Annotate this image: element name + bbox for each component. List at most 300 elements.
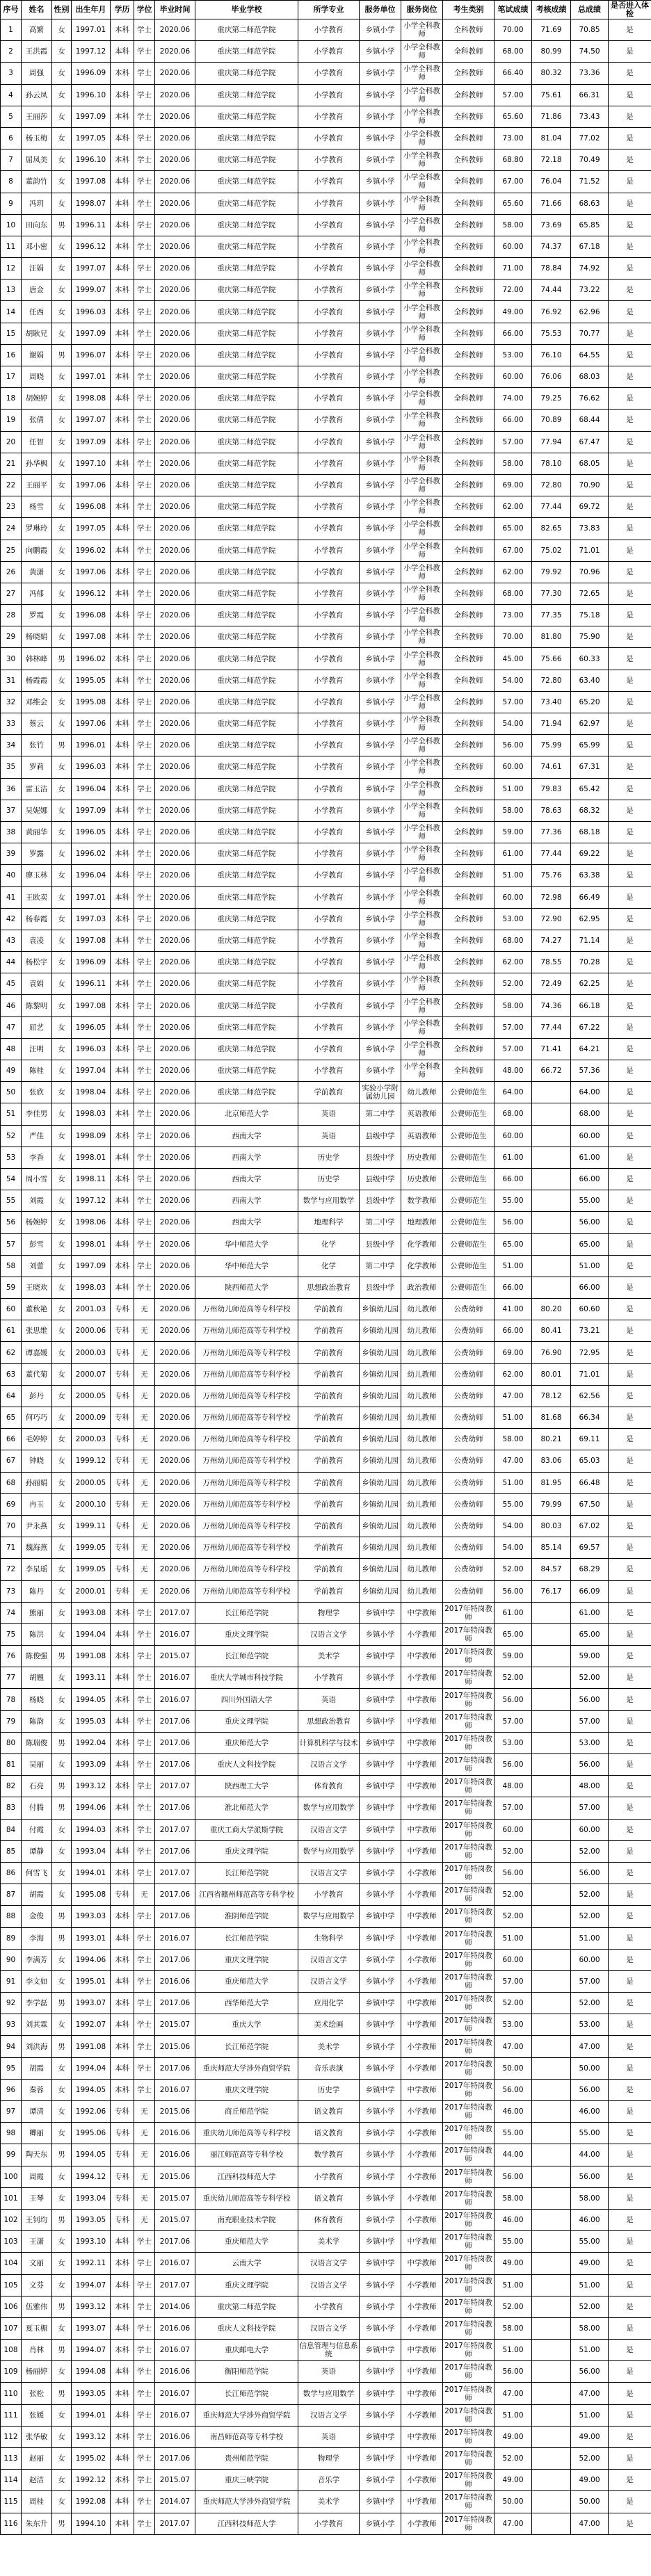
table-cell: 是 xyxy=(609,670,651,691)
table-cell: 4 xyxy=(1,84,22,106)
table-cell: 学士 xyxy=(134,2036,155,2057)
table-cell: 女 xyxy=(52,236,72,257)
table-cell: 52.00 xyxy=(571,1840,609,1862)
table-cell: 周桂 xyxy=(22,2491,52,2513)
table-cell: 女 xyxy=(52,2014,72,2036)
table-cell: 是 xyxy=(609,2123,651,2144)
table-cell: 乡镇中学 xyxy=(360,1602,401,1623)
table-row xyxy=(1,2187,651,2209)
table-cell: 2020.06 xyxy=(155,756,195,778)
table-cell: 重庆第二师范学院 xyxy=(195,193,298,214)
table-cell: 74.92 xyxy=(571,258,609,280)
table-row xyxy=(1,388,651,410)
table-row xyxy=(1,886,651,908)
table-cell: 陶天东 xyxy=(22,2144,52,2166)
table-cell: 是 xyxy=(609,930,651,951)
table-cell: 是 xyxy=(609,843,651,865)
table-cell: 乡镇小学 xyxy=(360,843,401,865)
table-cell: 是 xyxy=(609,1450,651,1472)
table-cell: 学前教育 xyxy=(298,1385,360,1407)
table-cell: 小学全科教师 xyxy=(401,605,443,626)
table-cell: 本科 xyxy=(111,214,134,236)
table-cell: 1996.08 xyxy=(72,496,111,518)
table-cell xyxy=(532,1819,571,1840)
table-cell: 女 xyxy=(52,1385,72,1407)
table-cell: 1997.06 xyxy=(72,474,111,496)
table-cell: 2020.06 xyxy=(155,214,195,236)
table-cell xyxy=(532,1623,571,1645)
table-cell: 是 xyxy=(609,2404,651,2426)
table-cell: 男 xyxy=(52,648,72,670)
table-cell: 18 xyxy=(1,388,22,410)
table-cell: 19 xyxy=(1,410,22,431)
table-cell: 乡镇幼儿园 xyxy=(360,1299,401,1320)
table-cell: 学士 xyxy=(134,1949,155,1970)
table-cell: 万州幼儿师范高等专科学校 xyxy=(195,1493,298,1515)
table-cell: 美术学 xyxy=(298,2491,360,2513)
table-cell: 小学全科教师 xyxy=(401,821,443,843)
table-cell: 是 xyxy=(609,605,651,626)
table-cell: 小学全科教师 xyxy=(401,648,443,670)
table-cell: 公费幼师 xyxy=(443,1450,495,1472)
table-cell: 65.85 xyxy=(571,214,609,236)
table-cell: 杨松宇 xyxy=(22,952,52,973)
table-cell: 小学教育 xyxy=(298,952,360,973)
table-row xyxy=(1,1342,651,1363)
table-cell: 罗霞 xyxy=(22,605,52,626)
table-cell: 学士 xyxy=(134,2057,155,2079)
table-cell xyxy=(532,2404,571,2426)
table-cell: 小学教育 xyxy=(298,583,360,604)
table-cell: 是 xyxy=(609,540,651,561)
table-cell: 14 xyxy=(1,301,22,323)
table-cell: 68.05 xyxy=(571,453,609,474)
table-cell: 小学教育 xyxy=(298,540,360,561)
table-row xyxy=(1,474,651,496)
table-cell: 23 xyxy=(1,496,22,518)
table-row xyxy=(1,1862,651,1884)
table-cell: 本科 xyxy=(111,1970,134,1992)
table-cell: 女 xyxy=(52,1342,72,1363)
table-cell: 是 xyxy=(609,1689,651,1710)
table-cell: 重庆第二师范学院 xyxy=(195,84,298,106)
table-cell: 董韵竹 xyxy=(22,171,52,193)
table-cell: 是 xyxy=(609,1862,651,1884)
table-cell: 2020.06 xyxy=(155,1385,195,1407)
table-cell: 54.00 xyxy=(495,1515,532,1537)
table-cell: 2017年特岗教师 xyxy=(443,2383,495,2404)
table-row xyxy=(1,496,651,518)
table-cell: 2020.06 xyxy=(155,474,195,496)
table-cell: 陈黎明 xyxy=(22,995,52,1016)
table-cell: 是 xyxy=(609,366,651,388)
table-cell: 是 xyxy=(609,2426,651,2447)
table-cell: 81.04 xyxy=(532,127,571,149)
table-row xyxy=(1,1927,651,1949)
table-cell: 2020.06 xyxy=(155,1125,195,1147)
table-cell: 小学教师 xyxy=(401,2404,443,2426)
table-cell: 72.00 xyxy=(495,280,532,301)
table-cell: 77.44 xyxy=(532,496,571,518)
table-cell: 学士 xyxy=(134,149,155,171)
table-cell: 女 xyxy=(52,1407,72,1429)
table-cell: 62.96 xyxy=(571,301,609,323)
table-cell: 伍雅伟 xyxy=(22,2296,52,2317)
table-cell: 57.00 xyxy=(495,1016,532,1038)
table-cell: 66.00 xyxy=(571,1277,609,1298)
table-row xyxy=(1,344,651,366)
table-cell: 92 xyxy=(1,1993,22,2014)
table-cell: 本科 xyxy=(111,908,134,930)
table-cell: 74 xyxy=(1,1602,22,1623)
table-row xyxy=(1,713,651,735)
table-cell: 70.28 xyxy=(571,952,609,973)
table-cell: 本科 xyxy=(111,280,134,301)
table-cell: 56.00 xyxy=(495,735,532,756)
table-cell: 是 xyxy=(609,2144,651,2166)
table-cell: 商丘师范学院 xyxy=(195,2101,298,2123)
table-body xyxy=(1,19,651,2535)
table-cell: 张华敏 xyxy=(22,2426,52,2447)
table-cell: 2020.06 xyxy=(155,778,195,800)
table-cell: 57.00 xyxy=(495,1710,532,1732)
table-cell: 女 xyxy=(52,1840,72,1862)
table-cell: 是 xyxy=(609,214,651,236)
table-cell: 是 xyxy=(609,301,651,323)
table-cell: 全科教师 xyxy=(443,106,495,127)
table-cell: 50.00 xyxy=(571,2491,609,2513)
table-cell: 重庆幼儿师范高等专科学校 xyxy=(195,2187,298,2209)
table-cell: 全科教师 xyxy=(443,540,495,561)
table-cell: 万州幼儿师范高等专科学校 xyxy=(195,1299,298,1320)
table-cell: 本科 xyxy=(111,1646,134,1667)
table-cell: 2017年特岗教师 xyxy=(443,1884,495,1906)
table-row xyxy=(1,2144,651,2166)
table-cell: 周晓 xyxy=(22,366,52,388)
table-cell xyxy=(532,1667,571,1689)
table-cell: 公费幼师 xyxy=(443,1580,495,1602)
table-cell: 任智 xyxy=(22,431,52,453)
table-cell: 1996.10 xyxy=(72,84,111,106)
table-cell: 本科 xyxy=(111,344,134,366)
table-cell: 90 xyxy=(1,1949,22,1970)
table-cell: 学士 xyxy=(134,1776,155,1797)
table-cell: 66.00 xyxy=(571,1168,609,1190)
table-cell: 学士 xyxy=(134,2491,155,2513)
table-cell: 乡镇中学 xyxy=(360,1840,401,1862)
table-cell: 68.63 xyxy=(571,193,609,214)
table-cell: 75.02 xyxy=(532,540,571,561)
table-cell: 重庆第二师范学院 xyxy=(195,908,298,930)
table-cell: 江西科技师范大学 xyxy=(195,2166,298,2187)
table-cell: 专科 xyxy=(111,1429,134,1450)
table-cell: 本科 xyxy=(111,1082,134,1103)
table-cell: 邓维会 xyxy=(22,691,52,713)
table-cell: 女 xyxy=(52,2166,72,2187)
table-cell: 44.00 xyxy=(495,2144,532,2166)
table-cell: 计算机科学与技术 xyxy=(298,1732,360,1753)
table-cell: 幼儿教师 xyxy=(401,1385,443,1407)
table-row xyxy=(1,2101,651,2123)
table-cell: 小学教师 xyxy=(401,2513,443,2534)
table-cell: 万州幼儿师范高等专科学校 xyxy=(195,1450,298,1472)
table-cell: 56.00 xyxy=(495,1580,532,1602)
table-cell: 2017年特岗教师 xyxy=(443,1927,495,1949)
table-cell: 思想政治教育 xyxy=(298,1277,360,1298)
table-cell: 本科 xyxy=(111,1819,134,1840)
table-row xyxy=(1,995,651,1016)
table-cell: 2016.07 xyxy=(155,2253,195,2274)
table-cell: 2020.06 xyxy=(155,583,195,604)
table-cell: 乡镇中学 xyxy=(360,2426,401,2447)
table-cell: 2016.07 xyxy=(155,1689,195,1710)
table-cell: 女 xyxy=(52,778,72,800)
table-cell: 30 xyxy=(1,648,22,670)
table-cell: 乡镇小学 xyxy=(360,1623,401,1645)
table-cell: 35 xyxy=(1,756,22,778)
table-cell: 全科教师 xyxy=(443,280,495,301)
table-cell: 1997.06 xyxy=(72,713,111,735)
table-cell: 2016.07 xyxy=(155,1667,195,1689)
table-cell: 是 xyxy=(609,756,651,778)
table-cell: 县级中学 xyxy=(360,1277,401,1298)
table-cell: 80.21 xyxy=(532,1429,571,1450)
table-cell: 1994.03 xyxy=(72,1819,111,1840)
table-row xyxy=(1,1646,651,1667)
table-cell: 本科 xyxy=(111,1797,134,1819)
table-cell: 2017年特岗教师 xyxy=(443,2296,495,2317)
table-cell: 女 xyxy=(52,1363,72,1385)
table-cell: 夏玉楣 xyxy=(22,2317,52,2339)
table-row xyxy=(1,973,651,995)
table-cell: 公费师范生 xyxy=(443,1277,495,1298)
table-cell: 南充职业技术学院 xyxy=(195,2209,298,2230)
table-cell: 学士 xyxy=(134,865,155,886)
table-cell: 女 xyxy=(52,1515,72,1537)
table-cell: 47 xyxy=(1,1016,22,1038)
table-cell: 2000.05 xyxy=(72,1472,111,1493)
table-cell: 体育教育 xyxy=(298,2209,360,2230)
table-cell: 学士 xyxy=(134,236,155,257)
table-row xyxy=(1,1776,651,1797)
table-cell: 重庆第二师范学院 xyxy=(195,236,298,257)
table-cell: 67.47 xyxy=(571,431,609,453)
table-cell: 本科 xyxy=(111,2057,134,2079)
table-cell xyxy=(532,1255,571,1277)
table-cell: 语文教育 xyxy=(298,2101,360,2123)
table-cell: 51.00 xyxy=(495,778,532,800)
table-cell: 2020.06 xyxy=(155,127,195,149)
table-cell: 重庆第二师范学院 xyxy=(195,648,298,670)
table-row xyxy=(1,453,651,474)
table-cell: 重庆第二师范学院 xyxy=(195,63,298,84)
table-cell xyxy=(532,1710,571,1732)
table-cell: 1998.07 xyxy=(72,193,111,214)
table-cell: 公费幼师 xyxy=(443,1559,495,1580)
table-cell: 52.00 xyxy=(495,1840,532,1862)
table-cell: 2020.06 xyxy=(155,1277,195,1298)
table-cell: 78.84 xyxy=(532,258,571,280)
table-cell: 109 xyxy=(1,2361,22,2383)
table-row xyxy=(1,2036,651,2057)
table-cell: 17 xyxy=(1,366,22,388)
table-cell: 小学教育 xyxy=(298,2296,360,2317)
table-cell: 学士 xyxy=(134,496,155,518)
table-cell: 小学教育 xyxy=(298,821,360,843)
table-cell: 小学教育 xyxy=(298,670,360,691)
table-cell: 女 xyxy=(52,410,72,431)
table-cell: 乡镇小学 xyxy=(360,496,401,518)
table-cell: 71.01 xyxy=(571,540,609,561)
table-row xyxy=(1,1537,651,1559)
table-cell: 本科 xyxy=(111,691,134,713)
table-cell: 77.30 xyxy=(532,583,571,604)
table-cell: 学士 xyxy=(134,19,155,41)
table-cell: 是 xyxy=(609,1147,651,1168)
table-cell: 55.00 xyxy=(495,2123,532,2144)
table-cell: 本科 xyxy=(111,1840,134,1862)
table-cell: 61.00 xyxy=(495,1147,532,1168)
table-cell: 全科教师 xyxy=(443,626,495,648)
table-cell: 是 xyxy=(609,1754,651,1776)
table-cell: 小学全科教师 xyxy=(401,63,443,84)
table-cell: 是 xyxy=(609,431,651,453)
table-cell: 无 xyxy=(134,2209,155,2230)
table-cell: 本科 xyxy=(111,41,134,63)
table-cell: 2017.06 xyxy=(155,1906,195,1927)
table-cell xyxy=(532,2144,571,2166)
table-cell: 58.00 xyxy=(495,2187,532,2209)
table-cell: 2016.06 xyxy=(155,2144,195,2166)
table-cell: 是 xyxy=(609,2383,651,2404)
table-row xyxy=(1,800,651,821)
table-row xyxy=(1,2231,651,2253)
table-cell: 34 xyxy=(1,735,22,756)
table-cell xyxy=(532,1906,571,1927)
table-cell: 2017.06 xyxy=(155,1949,195,1970)
table-cell: 2020.06 xyxy=(155,540,195,561)
table-cell: 78.63 xyxy=(532,800,571,821)
table-cell: 乡镇小学 xyxy=(360,388,401,410)
table-cell: 男 xyxy=(52,1906,72,1927)
table-cell: 乡镇中学 xyxy=(360,1819,401,1840)
table-cell: 41 xyxy=(1,886,22,908)
table-cell: 56.00 xyxy=(495,1754,532,1776)
table-cell: 中学教师 xyxy=(401,1754,443,1776)
table-cell: 1994.10 xyxy=(72,2513,111,2534)
table-cell: 学前教育 xyxy=(298,1537,360,1559)
table-cell: 66.72 xyxy=(532,1060,571,1082)
table-cell: 重庆第二师范学院 xyxy=(195,561,298,583)
table-cell: 重庆人文科技学院 xyxy=(195,1754,298,1776)
table-cell: 全科教师 xyxy=(443,670,495,691)
table-cell: 是 xyxy=(609,1710,651,1732)
table-cell: 重庆大学 xyxy=(195,2014,298,2036)
table-cell: 62.95 xyxy=(571,908,609,930)
table-cell: 2020.06 xyxy=(155,1038,195,1060)
table-cell: 2017年特岗教师 xyxy=(443,2057,495,2079)
column-header: 服务单位 xyxy=(360,1,401,19)
table-cell xyxy=(532,2253,571,2274)
table-cell: 学士 xyxy=(134,1147,155,1168)
table-cell: 中学教师 xyxy=(401,1840,443,1862)
table-cell: 55 xyxy=(1,1190,22,1212)
table-cell: 68.00 xyxy=(495,930,532,951)
table-cell: 2016.07 xyxy=(155,1623,195,1645)
table-row xyxy=(1,63,651,84)
table-cell: 女 xyxy=(52,1255,72,1277)
table-cell: 1998.04 xyxy=(72,1082,111,1103)
table-cell: 本科 xyxy=(111,1103,134,1125)
table-cell: 62.00 xyxy=(495,496,532,518)
table-cell: 67.02 xyxy=(571,1515,609,1537)
table-cell: 62.00 xyxy=(495,561,532,583)
table-cell: 66.09 xyxy=(571,1580,609,1602)
table-cell: 是 xyxy=(609,1363,651,1385)
table-cell: 吴丽 xyxy=(22,1754,52,1776)
table-cell: 小学全科教师 xyxy=(401,1016,443,1038)
table-cell: 是 xyxy=(609,1623,651,1645)
table-cell: 是 xyxy=(609,1537,651,1559)
table-cell: 48 xyxy=(1,1038,22,1060)
table-cell: 59.00 xyxy=(495,1646,532,1667)
table-cell: 是 xyxy=(609,1038,651,1060)
table-cell: 94 xyxy=(1,2036,22,2057)
table-cell: 廖玉林 xyxy=(22,865,52,886)
table-cell: 2017.06 xyxy=(155,1884,195,1906)
table-cell: 2015.06 xyxy=(155,2166,195,2187)
table-cell: 刘洪海 xyxy=(22,2036,52,2057)
table-cell: 石亮 xyxy=(22,1776,52,1797)
table-cell: 中学教师 xyxy=(401,1689,443,1710)
table-cell: 小学教师 xyxy=(401,2123,443,2144)
table-cell: 乡镇小学 xyxy=(360,561,401,583)
table-cell: 70.85 xyxy=(571,19,609,41)
table-cell: 71.00 xyxy=(495,258,532,280)
table-cell xyxy=(532,1168,571,1190)
table-cell: 是 xyxy=(609,236,651,257)
table-row xyxy=(1,149,651,171)
table-cell: 乡镇中学 xyxy=(360,2491,401,2513)
table-cell: 2016.07 xyxy=(155,2340,195,2361)
table-cell: 全科教师 xyxy=(443,518,495,540)
table-cell: 县级中学 xyxy=(360,1190,401,1212)
table-cell: 无 xyxy=(134,1559,155,1580)
table-cell: 2017.06 xyxy=(155,1754,195,1776)
table-cell: 2020.06 xyxy=(155,843,195,865)
table-cell: 学士 xyxy=(134,388,155,410)
table-cell: 杨霞霞 xyxy=(22,670,52,691)
table-cell: 女 xyxy=(52,691,72,713)
table-row xyxy=(1,1060,651,1082)
table-cell: 本科 xyxy=(111,1710,134,1732)
table-row xyxy=(1,691,651,713)
table-cell: 68.29 xyxy=(571,1559,609,1580)
table-cell: 2020.06 xyxy=(155,1103,195,1125)
table-cell: 中学教师 xyxy=(401,2079,443,2100)
table-row xyxy=(1,2209,651,2230)
table-cell: 乡镇中学 xyxy=(360,1993,401,2014)
table-cell: 学士 xyxy=(134,1125,155,1147)
table-cell: 57.00 xyxy=(495,1970,532,1992)
table-cell: 乡镇小学 xyxy=(360,605,401,626)
table-cell: 李海 xyxy=(22,1927,52,1949)
table-cell: 是 xyxy=(609,952,651,973)
table-cell: 杨玉梅 xyxy=(22,127,52,149)
table-cell: 79.25 xyxy=(532,388,571,410)
table-cell: 60.00 xyxy=(495,366,532,388)
table-cell: 56.00 xyxy=(495,2079,532,2100)
